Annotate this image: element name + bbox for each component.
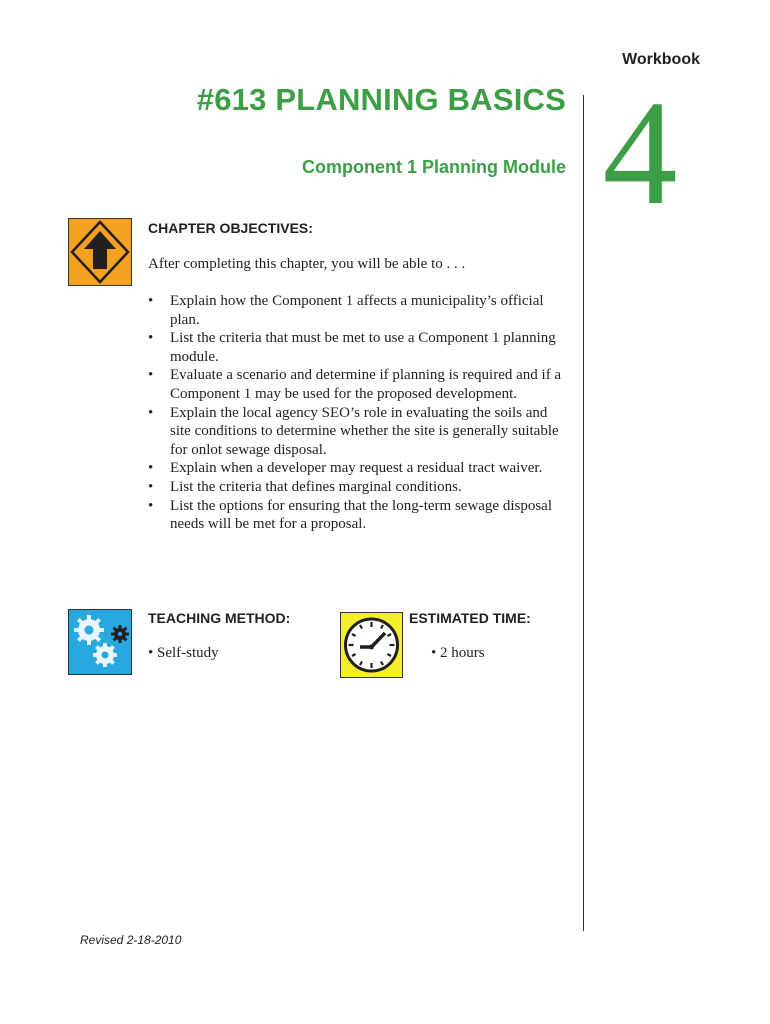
revision-date: Revised 2-18-2010 <box>80 933 182 947</box>
list-item: • Explain when a developer may request a residual tract waiver. <box>148 459 568 478</box>
objectives-heading: CHAPTER OBJECTIVES: <box>148 220 313 236</box>
teaching-method-item: • Self-study <box>148 645 219 661</box>
list-item: • Explain the local agency SEO’s role in evaluating the soils and site conditions to determine whether the site is generally suitable for onlot sewage disposal. <box>148 404 568 460</box>
objectives-list <box>148 292 568 534</box>
teaching-method-heading: TEACHING METHOD: <box>148 610 291 626</box>
list-item: • List the criteria that must be met to use a Component 1 planning module. <box>148 329 568 366</box>
list-item: • List the options for ensuring that the long-term sewage disposal needs will be met for a proposal. <box>148 497 568 534</box>
workbook-label: Workbook <box>622 51 700 68</box>
teaching-method-value: Self-study <box>157 645 219 661</box>
list-item: • List the criteria that defines marginal conditions. <box>148 478 568 497</box>
objectives-intro: After completing this chapter, you will be able to . . . <box>148 256 466 272</box>
page-subtitle: Component 1 Planning Module <box>302 157 566 177</box>
gears-icon <box>68 609 132 675</box>
estimated-time-heading: ESTIMATED TIME: <box>409 610 531 626</box>
estimated-time-value: 2 hours <box>440 645 485 661</box>
list-item: • Explain how the Component 1 affects a municipality’s official plan. <box>148 292 568 329</box>
estimated-time-item: • 2 hours <box>431 645 485 661</box>
clock-icon <box>340 612 403 678</box>
list-item: • Evaluate a scenario and determine if planning is required and if a Component 1 may be used for the proposed development. <box>148 366 568 403</box>
page-title: #613 PLANNING BASICS <box>196 82 566 117</box>
arrow-up-diamond-icon <box>68 218 132 286</box>
chapter-number: 4 <box>602 70 678 236</box>
vertical-divider <box>583 95 584 931</box>
